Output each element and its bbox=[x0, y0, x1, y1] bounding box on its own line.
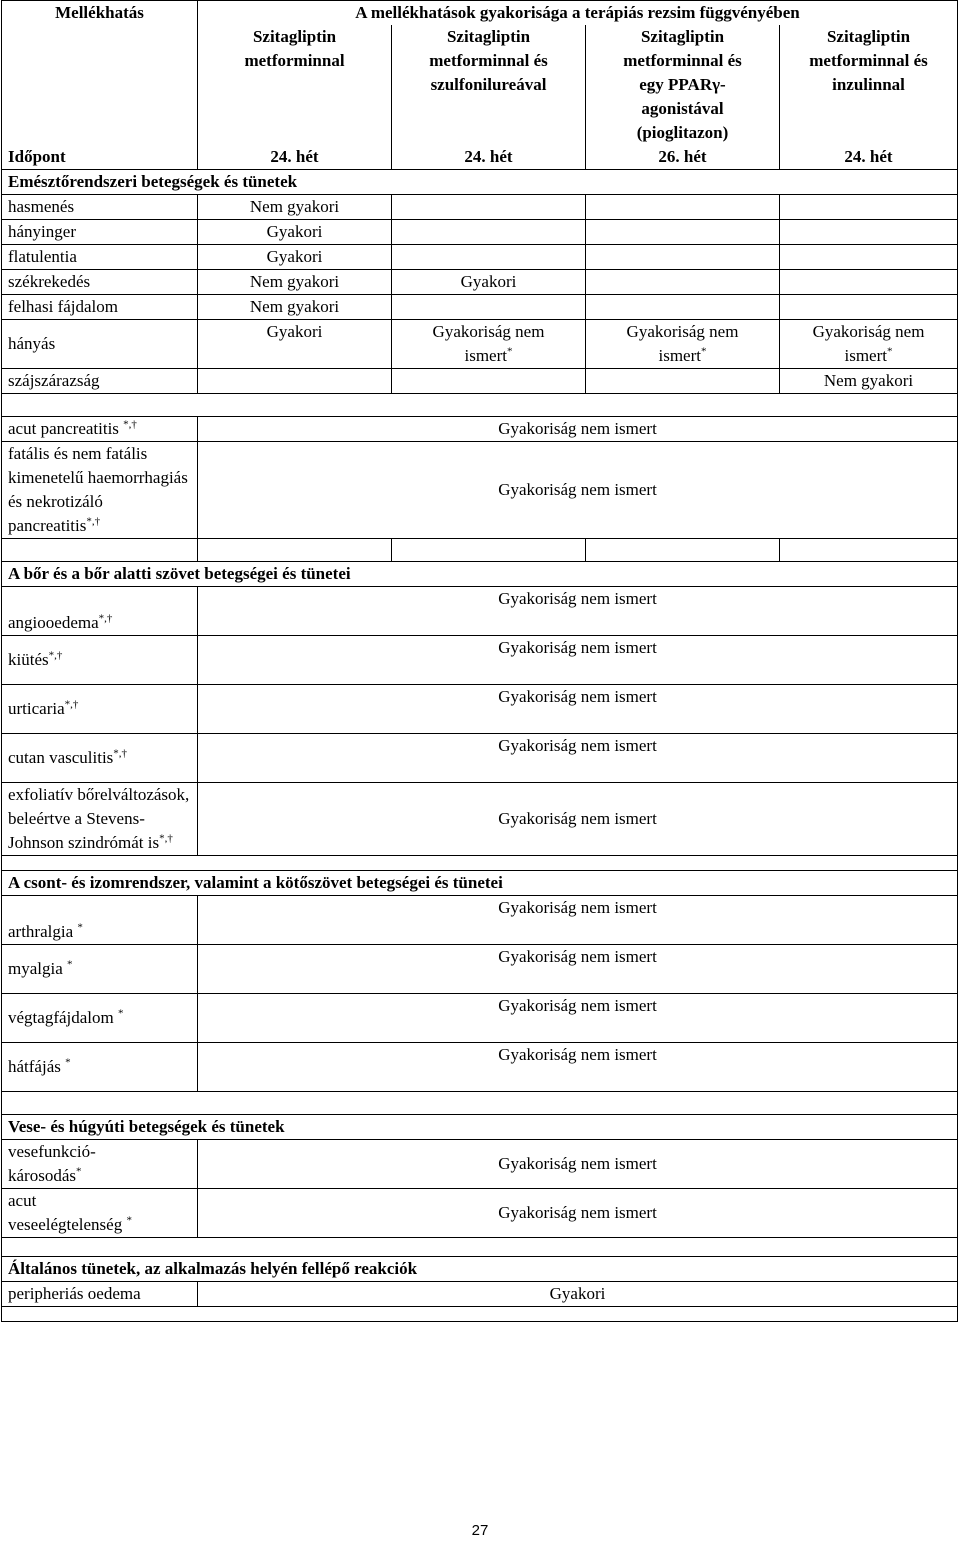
table-row bbox=[2, 783, 958, 856]
side-effects-table bbox=[1, 0, 958, 1322]
footnote-mark: * bbox=[887, 345, 893, 358]
footnote-mark: * bbox=[65, 1056, 71, 1069]
section-row bbox=[2, 562, 958, 587]
cell-value: Gyakoriság nem ismert bbox=[198, 685, 958, 734]
spacer-row bbox=[2, 1092, 958, 1115]
timepoint-row bbox=[2, 145, 958, 170]
section-heading-skin: A bőr és a bőr alatti szövet betegségei és tünetei bbox=[2, 562, 958, 587]
row-label: hasmenés bbox=[2, 195, 198, 220]
cell-value: Gyakoriság nem ismert bbox=[198, 417, 958, 442]
table-row bbox=[2, 195, 958, 220]
spacer-row bbox=[2, 856, 958, 871]
cell-value: Nem gyakori bbox=[780, 369, 958, 394]
row-label: hátfájás * bbox=[2, 1043, 198, 1092]
cell-value: Gyakoriság nem ismert bbox=[198, 783, 958, 856]
row-label: felhasi fájdalom bbox=[2, 295, 198, 320]
row-label: vesefunkció-károsodás* bbox=[2, 1140, 198, 1189]
row-label: myalgia * bbox=[2, 945, 198, 994]
table-row bbox=[2, 220, 958, 245]
footnote-mark: *,† bbox=[98, 612, 113, 625]
row-label: kiütés*,† bbox=[2, 636, 198, 685]
section-row bbox=[2, 1257, 958, 1282]
table-row bbox=[2, 1189, 958, 1238]
footnote-mark: *,† bbox=[86, 515, 101, 528]
regime-2: Szitagliptin metforminnal és szulfonilureával bbox=[392, 25, 586, 145]
cell-value: Gyakoriság nem ismert* bbox=[392, 320, 586, 369]
timepoint-2: 24. hét bbox=[392, 145, 586, 170]
regime-1: Szitagliptin metforminnal bbox=[198, 25, 392, 145]
cell-value: Gyakoriság nem ismert bbox=[198, 896, 958, 945]
row-label: székrekedés bbox=[2, 270, 198, 295]
cell-value: Gyakoriság nem ismert bbox=[198, 636, 958, 685]
table-row bbox=[2, 1282, 958, 1307]
table-row bbox=[2, 320, 958, 369]
cell-value: Gyakoriság nem ismert bbox=[198, 1043, 958, 1092]
cell-value: Nem gyakori bbox=[198, 295, 392, 320]
row-label: acut pancreatitis *,† bbox=[2, 417, 198, 442]
timepoint-label: Időpont bbox=[2, 145, 198, 170]
cell-value: Gyakoriság nem ismert bbox=[198, 587, 958, 636]
section-row bbox=[2, 170, 958, 195]
table-row bbox=[2, 994, 958, 1043]
footnote-mark: * bbox=[126, 1214, 132, 1227]
footnote-mark: * bbox=[67, 958, 73, 971]
cell-value: Gyakori bbox=[392, 270, 586, 295]
section-heading-general: Általános tünetek, az alkalmazás helyén fellépő reakciók bbox=[2, 1257, 958, 1282]
footnote-mark: * bbox=[77, 921, 83, 934]
col-header-frequency: A mellékhatások gyakorisága a terápiás rezsim függvényében bbox=[198, 1, 958, 26]
header-row bbox=[2, 1, 958, 26]
footnote-mark: *,† bbox=[123, 418, 137, 431]
cell-value: Gyakoriság nem ismert bbox=[198, 1189, 958, 1238]
row-label: peripheriás oedema bbox=[2, 1282, 198, 1307]
timepoint-3: 26. hét bbox=[586, 145, 780, 170]
table-row bbox=[2, 945, 958, 994]
cell-value: Gyakori bbox=[198, 1282, 958, 1307]
spacer-row bbox=[2, 394, 958, 417]
table-row bbox=[2, 369, 958, 394]
footnote-mark: *,† bbox=[64, 698, 79, 711]
footnote-mark: * bbox=[118, 1007, 124, 1020]
cell-value: Gyakoriság nem ismert bbox=[198, 994, 958, 1043]
regime-4: Szitagliptin metforminnal és inzulinnal bbox=[780, 25, 958, 145]
row-label: cutan vasculitis*,† bbox=[2, 734, 198, 783]
section-row bbox=[2, 1115, 958, 1140]
row-label: acut veseelégtelenség * bbox=[2, 1189, 198, 1238]
footnote-mark: * bbox=[75, 1165, 82, 1178]
regime-3: Szitagliptin metforminnal és egy PPARγ-agonistával (pioglitazon) bbox=[586, 25, 780, 145]
cell-value: Gyakoriság nem ismert bbox=[198, 1140, 958, 1189]
timepoint-4: 24. hét bbox=[780, 145, 958, 170]
table-row bbox=[2, 1043, 958, 1092]
cell-value: Gyakoriság nem ismert bbox=[198, 442, 958, 539]
table-row bbox=[2, 636, 958, 685]
row-label: flatulentia bbox=[2, 245, 198, 270]
row-label: végtagfájdalom * bbox=[2, 994, 198, 1043]
row-label: hányás bbox=[2, 320, 198, 369]
table-row bbox=[2, 245, 958, 270]
section-heading-renal: Vese- és húgyúti betegségek és tünetek bbox=[2, 1115, 958, 1140]
footnote-mark: * bbox=[507, 345, 513, 358]
spacer-row bbox=[2, 1238, 958, 1257]
row-label: szájszárazság bbox=[2, 369, 198, 394]
table-row bbox=[2, 442, 958, 539]
footnote-mark: *,† bbox=[113, 747, 128, 760]
cell-value: Gyakori bbox=[198, 220, 392, 245]
cell-value: Gyakori bbox=[198, 245, 392, 270]
col-header-side-effect: Mellékhatás bbox=[2, 1, 198, 146]
cell-value: Gyakoriság nem ismert bbox=[198, 734, 958, 783]
table-row bbox=[2, 896, 958, 945]
section-heading-musculo: A csont- és izomrendszer, valamint a kötőszövet betegségei és tünetei bbox=[2, 871, 958, 896]
row-label: fatális és nem fatális kimenetelű haemorrhagiás és nekrotizáló pancreatitis*,† bbox=[2, 442, 198, 539]
row-label: arthralgia * bbox=[2, 896, 198, 945]
footnote-mark: *,† bbox=[159, 832, 173, 845]
cell-value: Nem gyakori bbox=[198, 270, 392, 295]
table-row bbox=[2, 587, 958, 636]
section-heading-gi: Emésztőrendszeri betegségek és tünetek bbox=[2, 170, 958, 195]
cell-value: Nem gyakori bbox=[198, 195, 392, 220]
row-label: angiooedema*,† bbox=[2, 587, 198, 636]
table-row bbox=[2, 295, 958, 320]
cell-value: Gyakoriság nem ismert* bbox=[780, 320, 958, 369]
page-number: 27 bbox=[471, 1522, 489, 1539]
table-row bbox=[2, 685, 958, 734]
row-label: urticaria*,† bbox=[2, 685, 198, 734]
section-row bbox=[2, 871, 958, 896]
cell-value: Gyakori bbox=[198, 320, 392, 369]
footnote-mark: * bbox=[701, 345, 707, 358]
table-row bbox=[2, 270, 958, 295]
row-label: hányinger bbox=[2, 220, 198, 245]
spacer-row bbox=[2, 1307, 958, 1322]
table-row bbox=[2, 734, 958, 783]
cell-value: Gyakoriság nem ismert* bbox=[586, 320, 780, 369]
table-row bbox=[2, 417, 958, 442]
row-label: exfoliatív bőrelváltozások, beleértve a Stevens-Johnson szindrómát is*,† bbox=[2, 783, 198, 856]
footnote-mark: *,† bbox=[48, 649, 63, 662]
spacer-row bbox=[2, 539, 958, 562]
table-row bbox=[2, 1140, 958, 1189]
timepoint-1: 24. hét bbox=[198, 145, 392, 170]
cell-value: Gyakoriság nem ismert bbox=[198, 945, 958, 994]
